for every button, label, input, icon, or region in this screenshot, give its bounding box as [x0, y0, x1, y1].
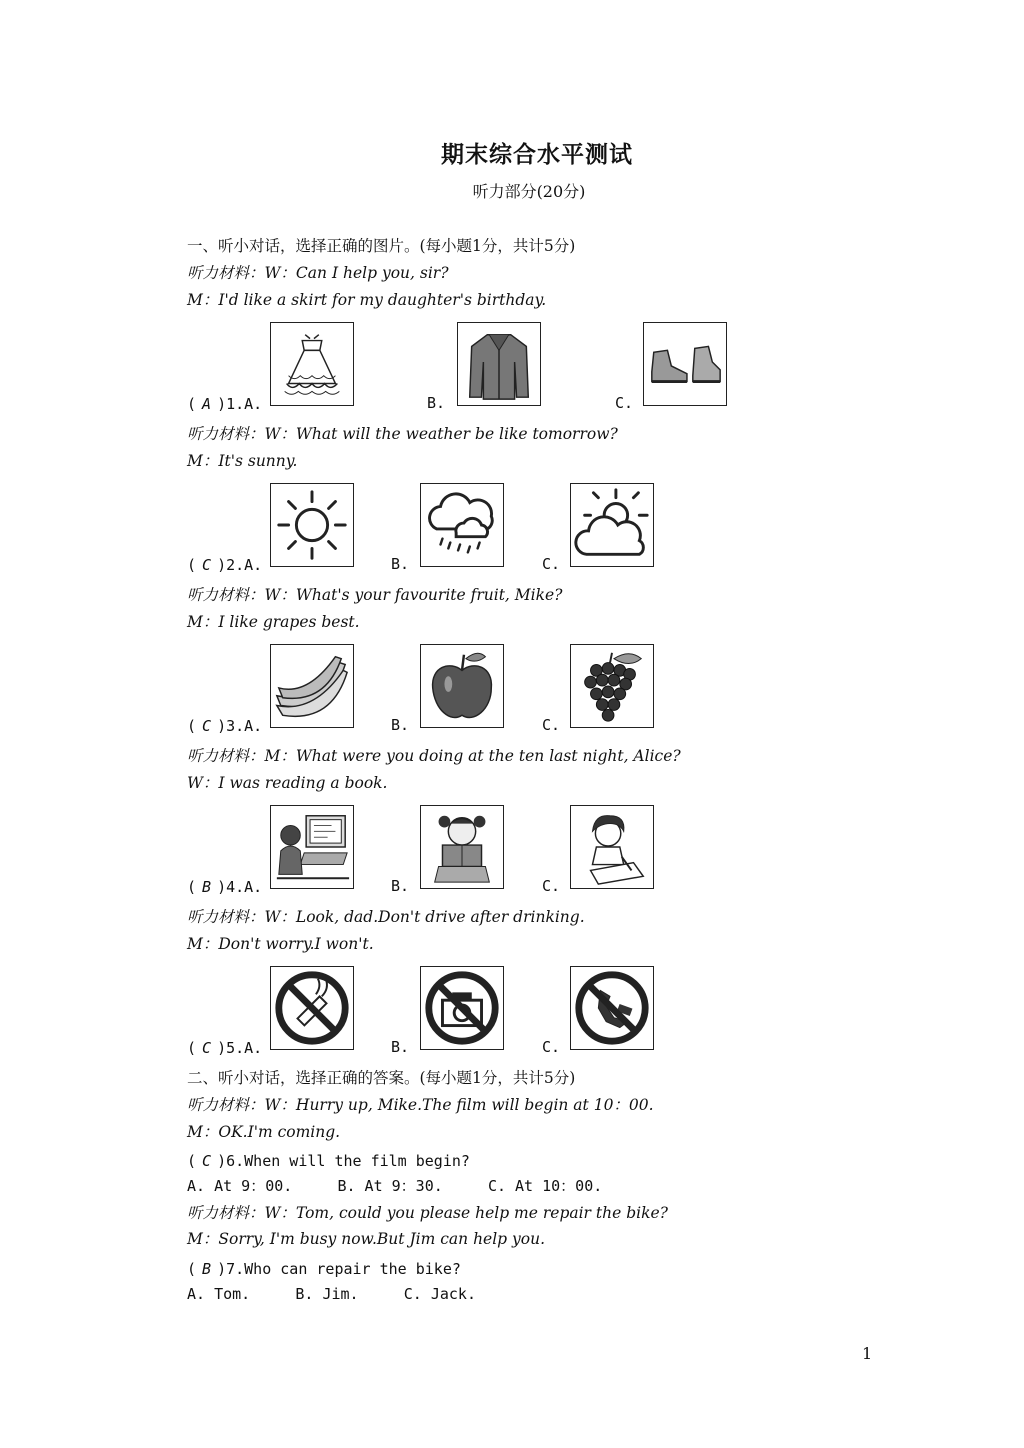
q6-answer: C [202, 1152, 212, 1170]
q6-option-b: B. At 9：30. [337, 1177, 443, 1195]
q6-question-row: ( C )6.When will the film begin? [187, 1152, 470, 1170]
q5-option-a-label: A. [244, 1039, 263, 1057]
q1-option-b-label: B. [427, 394, 446, 412]
section1-heading: 一、听小对话，选择正确的图片。(每小题1分，共计5分) [187, 237, 576, 255]
q2-option-c-label: C. [542, 555, 561, 573]
q4-option-b-label: B. [391, 877, 410, 895]
page-number: 1 [862, 1344, 873, 1363]
q5-answer: C [202, 1039, 212, 1057]
q3-material: 听力材料：W：What's your favourite fruit, Mike? [187, 586, 563, 604]
q1-answer: A [202, 395, 212, 413]
computer-icon [270, 805, 354, 889]
q7-options [187, 1284, 476, 1304]
writing-girl-icon [570, 805, 654, 889]
page-title: 期末综合水平测试 [441, 141, 633, 168]
apple-icon [420, 644, 504, 728]
q5-option-c-label: C. [542, 1038, 561, 1056]
q4-answer-row: ( B )4.A. [187, 878, 263, 896]
q7-option-a: A. Tom. [187, 1285, 251, 1303]
section2-heading: 二、听小对话，选择正确的答案。(每小题1分，共计5分) [187, 1069, 576, 1087]
q4-option-c-label: C. [542, 877, 561, 895]
q2-number: 2. [226, 556, 245, 574]
q2-reply: M：It's sunny. [187, 452, 298, 470]
skirt-icon [270, 322, 354, 406]
cloudy-icon [570, 483, 654, 567]
no-drinking-icon [570, 966, 654, 1050]
no-smoking-icon [270, 966, 354, 1050]
q2-option-a-label: A. [244, 556, 263, 574]
page-subtitle: 听力部分(20分) [472, 182, 586, 201]
q5-number: 5. [226, 1039, 245, 1057]
q1-option-c-label: C. [615, 394, 634, 412]
q1-option-a-label: A. [244, 395, 263, 413]
q1-material: 听力材料：W：Can I help you, sir? [187, 264, 449, 282]
q1-answer-row: ( A )1.A. [187, 395, 263, 413]
q5-option-b-label: B. [391, 1038, 410, 1056]
q7-material: 听力材料：W：Tom, could you please help me repair the bike? [187, 1204, 668, 1222]
q7-answer: B [202, 1260, 212, 1278]
q3-answer: C [202, 717, 212, 735]
q7-option-c: C. Jack. [403, 1285, 476, 1303]
grapes-icon [570, 644, 654, 728]
q2-material: 听力材料：W：What will the weather be like tomorrow? [187, 425, 618, 443]
q5-answer-row: ( C )5.A. [187, 1039, 263, 1057]
q6-material: 听力材料：W：Hurry up, Mike.The film will begin at 10：00. [187, 1096, 654, 1114]
q4-material: 听力材料：M：What were you doing at the ten last night, Alice? [187, 747, 681, 765]
reading-girl-icon [420, 805, 504, 889]
q6-reply: M：OK.I'm coming. [187, 1123, 341, 1141]
q3-option-c-label: C. [542, 716, 561, 734]
q4-reply: W：I was reading a book. [187, 774, 388, 792]
q2-option-b-label: B. [391, 555, 410, 573]
q4-answer: B [202, 878, 212, 896]
q6-options [187, 1176, 602, 1196]
q2-answer: C [202, 556, 212, 574]
banana-icon [270, 644, 354, 728]
q1-reply: M：I'd like a skirt for my daughter's birthday. [187, 291, 547, 309]
no-camera-icon [420, 966, 504, 1050]
sun-icon [270, 483, 354, 567]
q7-reply: M：Sorry, I'm busy now.But Jim can help you. [187, 1230, 546, 1248]
q3-answer-row: ( C )3.A. [187, 717, 263, 735]
q3-number: 3. [226, 717, 245, 735]
q5-reply: M：Don't worry.I won't. [187, 935, 374, 953]
q5-material: 听力材料：W：Look, dad.Don't drive after drinking. [187, 908, 585, 926]
q3-reply: M：I like grapes best. [187, 613, 360, 631]
q6-option-c: C. At 10：00. [487, 1177, 603, 1195]
q3-option-b-label: B. [391, 716, 410, 734]
q7-question-row: ( B )7.Who can repair the bike? [187, 1260, 461, 1278]
shoes-icon [643, 322, 727, 406]
q4-number: 4. [226, 878, 245, 896]
q3-option-a-label: A. [244, 717, 263, 735]
q2-answer-row: ( C )2.A. [187, 556, 263, 574]
q6-question: 6.When will the film begin? [226, 1152, 470, 1170]
q6-option-a: A. At 9：00. [187, 1177, 293, 1195]
q4-option-a-label: A. [244, 878, 263, 896]
q7-question: 7.Who can repair the bike? [226, 1260, 461, 1278]
q1-number: 1. [226, 395, 245, 413]
rain-icon [420, 483, 504, 567]
q7-option-b: B. Jim. [295, 1285, 359, 1303]
jacket-icon [457, 322, 541, 406]
